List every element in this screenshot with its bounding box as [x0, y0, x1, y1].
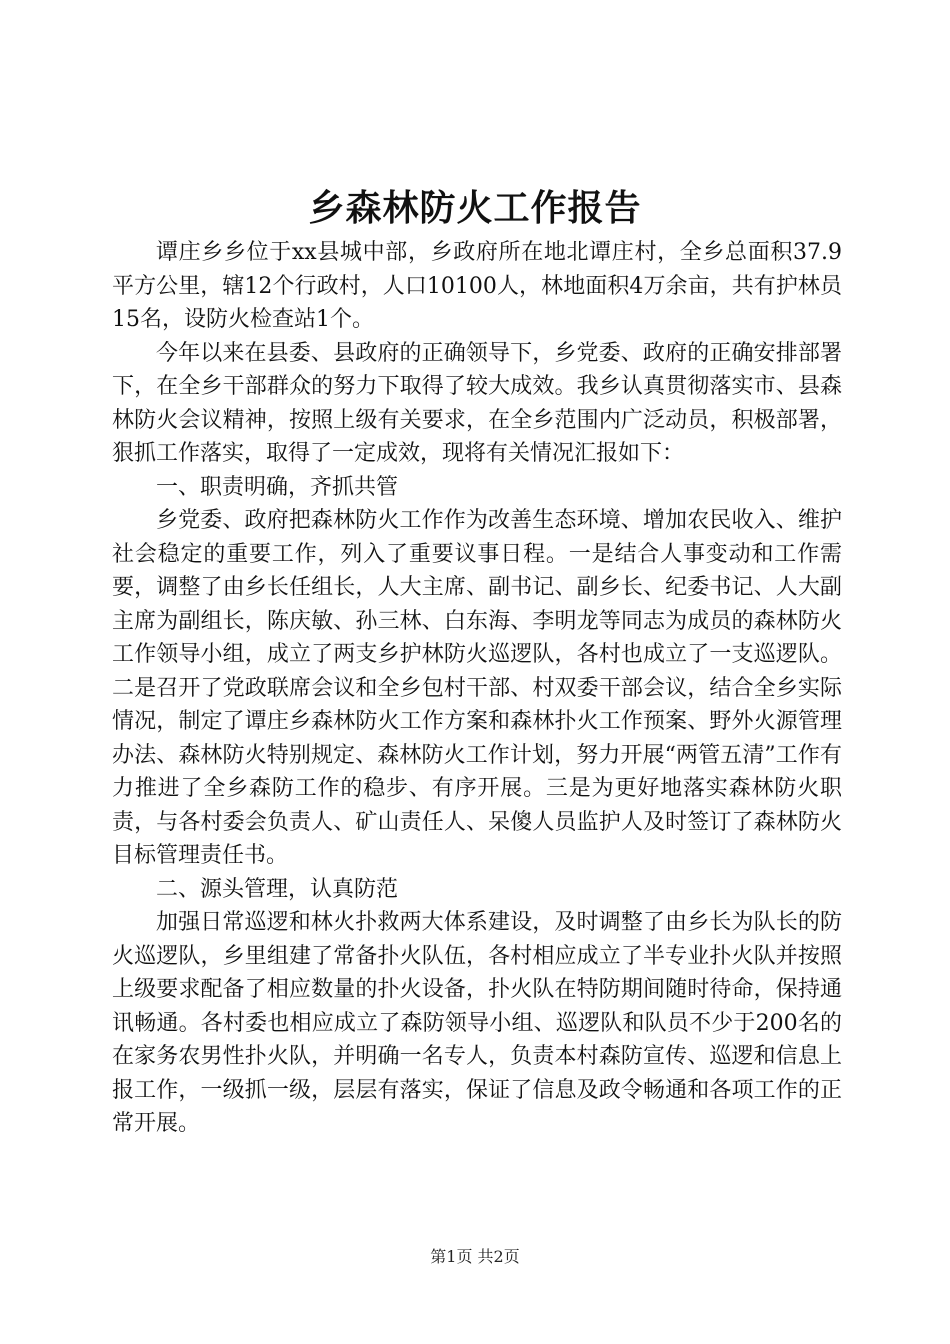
document-body	[112, 236, 842, 1141]
section-heading-2: 二、源头管理，认真防范	[156, 876, 399, 902]
paragraph-summary: 今年以来在县委、县政府的正确领导下，乡党委、政府的正确安排部署下，在全乡干部群众的努力下取得了较大成效。我乡认真贯彻落实市、县森林防火会议精神，按照上级有关要求，在全乡范围内广泛动员，积极部署，狠抓工作落实，取得了一定成效，现将有关情况汇报如下：	[112, 340, 842, 466]
document-title: 乡森林防火工作报告	[308, 187, 642, 229]
section-heading-1: 一、职责明确，齐抓共管	[156, 474, 399, 500]
page-footer: 第1页 共2页	[430, 1247, 520, 1266]
paragraph-section-1: 乡党委、政府把森林防火工作作为改善生态环境、增加农民收入、维护社会稳定的重要工作，列入了重要议事日程。一是结合人事变动和工作需要，调整了由乡长任组长，人大主席、副书记、副乡长、纪委书记、人大副主席为副组长，陈庆敏、孙三林、白东海、李明龙等同志为成员的森林防火工作领导小组，成立了两支乡护林防火巡逻队，各村也成立了一支巡逻队。二是召开了党政联席会议和全乡包村干部、村双委干部会议，结合全乡实际情况，制定了谭庄乡森林防火工作方案和森林扑火工作预案、野外火源管理办法、森林防火特别规定、森林防火工作计划，努力开展“两管五清”工作有力推进了全乡森防工作的稳步、有序开展。三是为更好地落实森林防火职责，与各村委会负责人、矿山责任人、呆傻人员监护人及时签订了森林防火目标管理责任书。	[112, 508, 842, 868]
paragraph-section-2: 加强日常巡逻和林火扑救两大体系建设，及时调整了由乡长为队长的防火巡逻队，乡里组建了常备扑火队伍，各村相应成立了半专业扑火队并按照上级要求配备了相应数量的扑火设备，扑火队在特防期间随时待命，保持通讯畅通。各村委也相应成立了森防领导小组、巡逻队和队员不少于200名的在家务农男性扑火队，并明确一名专人，负责本村森防宣传、巡逻和信息上报工作，一级抓一级，层层有落实，保证了信息及政令畅通和各项工作的正常开展。	[112, 910, 842, 1136]
paragraph-intro: 谭庄乡乡位于xx县城中部，乡政府所在地北谭庄村，全乡总面积37.9平方公里，辖12个行政村，人口10100人，林地面积4万余亩，共有护林员15名，设防火检查站1个。	[112, 240, 842, 332]
